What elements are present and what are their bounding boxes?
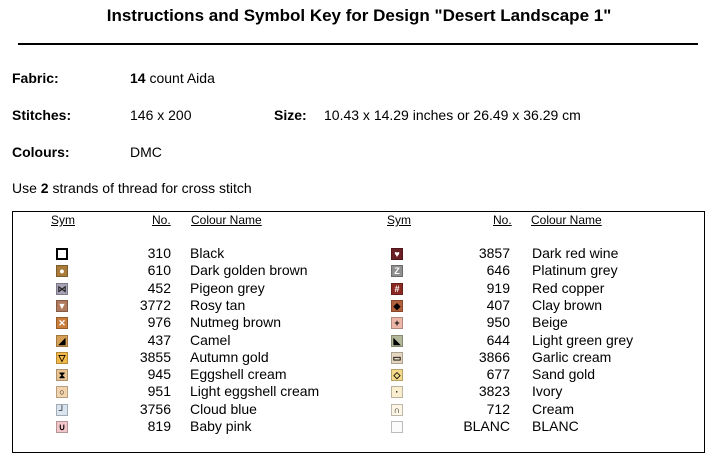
colour-name: Light eggshell cream [190,383,320,399]
stitches-label: Stitches: [12,107,72,123]
fabric-type: count Aida [145,70,215,86]
colour-number: 3855 [139,349,171,365]
colour-number: 819 [147,418,171,434]
colour-number: 610 [147,262,171,278]
colour-name: Nutmeg brown [190,314,282,330]
colour-number: 677 [486,366,510,382]
heart-icon: ♥ [391,248,403,260]
colour-name: Red copper [532,280,605,296]
colour-number: 951 [147,383,171,399]
colour-name: Dark red wine [532,245,619,261]
rectangle-icon: ▭ [392,352,402,363]
circle-icon: ● [56,265,68,277]
left-header-no: No. [152,213,171,227]
colour-name: BLANC [532,418,579,434]
colour-number: 3772 [139,297,171,313]
stitches-value: 146 x 200 [130,107,192,123]
colour-name: Rosy tan [190,297,246,313]
colour-name: Autumn gold [190,349,269,365]
title-divider [18,43,698,45]
corner-line-icon: ┘ [56,404,68,416]
colour-name: Sand gold [532,366,596,382]
colour-name: Black [190,245,225,261]
colours-label: Colours: [12,144,70,160]
colour-number: 310 [147,245,171,261]
outline-diamond-icon: ◇ [391,369,403,381]
colour-name: Baby pink [190,418,252,434]
colour-name: Clay brown [532,297,603,313]
page-title: Instructions and Symbol Key for Design "Desert Landscape 1" [106,6,612,25]
colour-number: 945 [147,366,171,382]
strands-pre: Use [12,180,41,196]
left-header-sym: Sym [51,213,75,227]
right-header-no: No. [493,213,512,227]
down-triangle-icon: ▼ [57,300,67,311]
colour-name: Cream [532,401,575,417]
triangle-corner-icon: ◣ [391,335,403,347]
hash-icon: # [391,283,403,295]
size-label: Size: [274,107,307,123]
bowtie-icon: ⋈ [57,283,67,294]
colour-name: Cloud blue [190,401,257,417]
colour-name: Platinum grey [532,262,618,278]
colour-number: 3866 [478,349,510,365]
strands-count: 2 [40,180,49,196]
colour-number: 3823 [478,383,510,399]
colour-number: 712 [486,401,510,417]
colour-name: Garlic cream [532,349,612,365]
arch-icon: ∩ [391,404,403,416]
colour-name: Beige [532,314,568,330]
colour-number: 407 [486,297,510,313]
colour-number: 437 [147,332,171,348]
z-icon: Z [391,265,403,277]
corner-triangle-icon: ◢ [56,335,68,347]
outlined-square-icon [56,248,68,260]
fabric-value [130,70,215,86]
blank-square-icon [391,421,403,433]
left-header-name: Colour Name [191,213,262,227]
hourglass-icon: ⧗ [56,369,68,381]
colour-name: Camel [190,332,231,348]
colours-value: DMC [130,144,162,160]
outline-triangle-icon: ▽ [56,352,68,364]
colour-number: 950 [486,314,510,330]
cross-icon: ✕ [56,317,68,329]
colour-name: Pigeon grey [190,280,265,296]
plus-icon: + [391,317,403,329]
strands-instruction [12,180,252,196]
right-header-sym: Sym [387,213,411,227]
colour-name: Dark golden brown [190,262,308,278]
colour-number: 976 [147,314,171,330]
strands-post: strands of thread for cross stitch [48,180,252,196]
right-header-name: Colour Name [531,213,602,227]
diamond-icon: ◆ [391,300,403,312]
fabric-label: Fabric: [12,70,59,86]
colour-name: Eggshell cream [190,366,287,382]
colour-number: 3857 [478,245,510,261]
colour-number: 644 [486,332,510,348]
dot-icon: · [391,386,403,398]
colour-number: BLANC [463,418,510,434]
colour-name: Ivory [532,383,563,399]
fabric-count: 14 [130,70,146,86]
colour-number: 452 [147,280,171,296]
colour-number: 919 [486,280,510,296]
cup-icon: ∪ [56,421,68,433]
colour-number: 3756 [139,401,171,417]
ring-icon: ○ [56,386,68,398]
size-value: 10.43 x 14.29 inches or 26.49 x 36.29 cm [324,107,581,123]
colour-name: Light green grey [532,332,634,348]
colour-number: 646 [486,262,510,278]
